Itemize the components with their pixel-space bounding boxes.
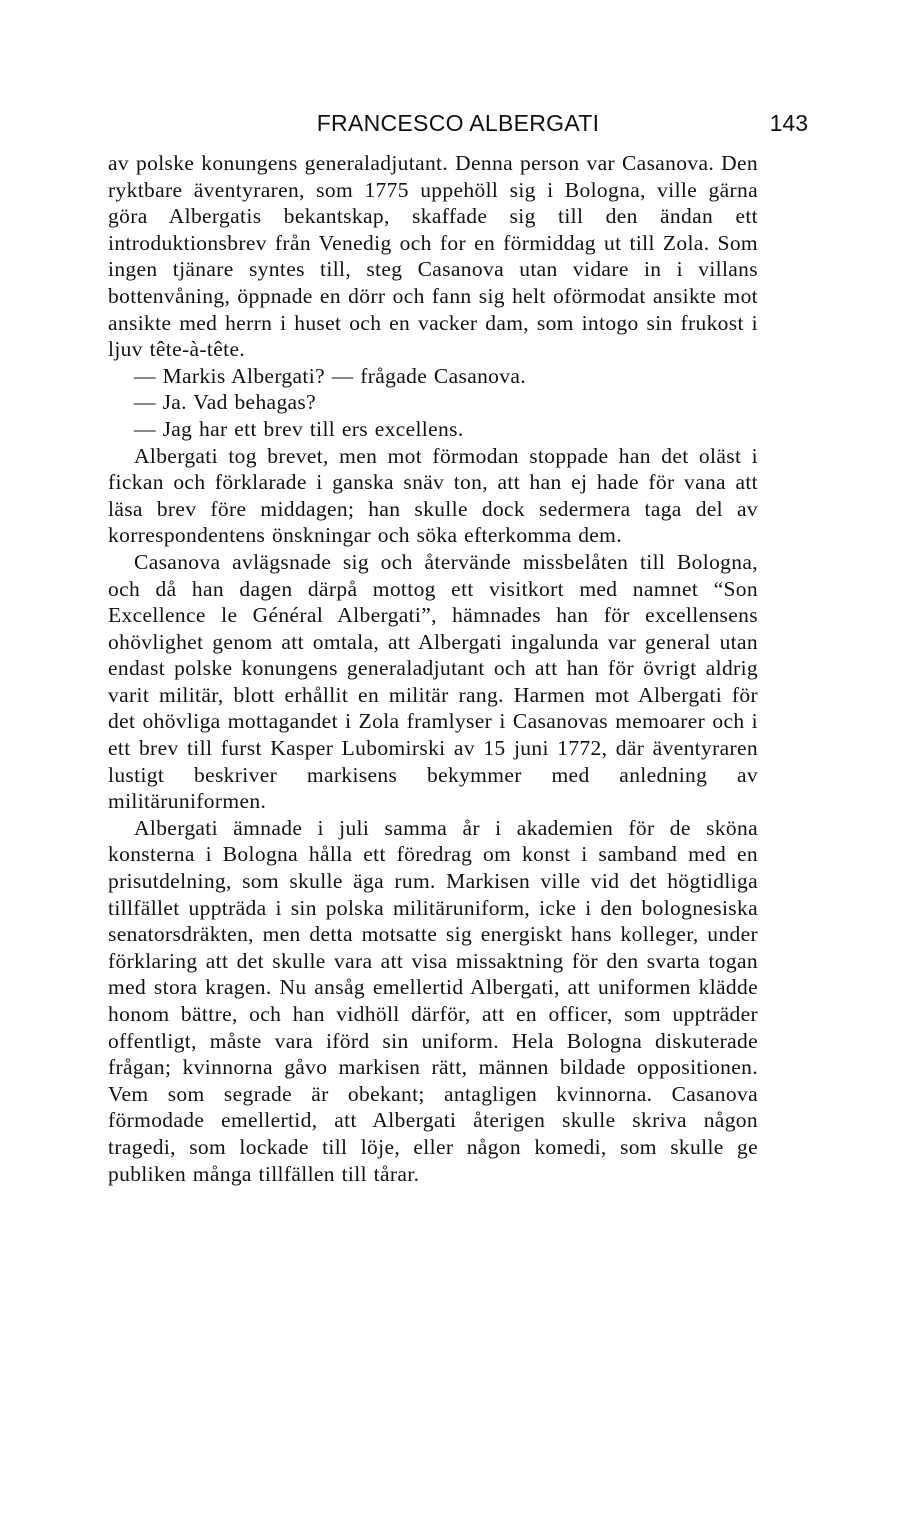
body-text	[108, 150, 758, 1187]
paragraph: av polske konungens generaladjutant. Denna person var Casanova. Den ryktbare äventyraren, som 1775 uppehöll sig i Bologna, ville gärna göra Albergatis bekantskap, skaffade sig till den ändan ett introduktionsbrev från Venedig och for en förmiddag ut till Zola. Som ingen tjänare syntes till, steg Casanova utan vidare in i villans bottenvåning, öppnade en dörr och fann sig helt oförmodat ansikte mot ansikte med herrn i huset och en vacker dam, som intogo sin frukost i ljuv tête-à-tête.	[108, 151, 758, 362]
dialogue-line: — Markis Albergati? — frågade Casanova.	[134, 363, 527, 388]
running-title: FRANCESCO ALBERGATI	[316, 110, 600, 136]
paragraph: Casanova avlägsnade sig och återvände missbelåten till Bologna, och då han dagen därpå mottog ett visitkort med namnet “Son Excellence le Général Albergati”, hämnades han för excellensens ohövlighet genom att omtala, att Albergati ingalunda var general utan endast polske konungens generaladjutant och att han för övrigt aldrig varit militär, blott erhållit en militär rang. Harmen mot Albergati för det ohövliga mottagandet i Zola framlyser i Casanovas memoarer och i ett brev till furst Kasper Lubomirski av 15 juni 1772, där äventyraren lustigt beskriver markisens bekymmer med anledning av militäruniformen.	[108, 549, 758, 814]
paragraph: Albergati tog brevet, men mot förmodan stoppade han det oläst i fickan och förklarade i ganska snäv ton, att han ej hade för vana att läsa brev före middagen; han skulle dock sedermera taga del av korrespondentens önskningar och söka efterkomma dem.	[108, 443, 758, 548]
dialogue-line: — Jag har ett brev till ers excellens.	[134, 416, 464, 441]
dialogue-line: — Ja. Vad behagas?	[134, 390, 317, 415]
page-header	[108, 110, 808, 144]
paragraph: Albergati ämnade i juli samma år i akademien för de sköna konsterna i Bologna hålla ett föredrag om konst i samband med en prisutdelning, som skulle äga rum. Markisen ville vid det högtidliga tillfället uppträda i sin polska militäruniform, icke i den bolognesiska senatorsdräkten, men detta motsatte sig energiskt hans kolleger, under förklaring att det skulle vara att visa missaktning för den svarta togan med stora kragen. Nu ansåg emellertid Albergati, att uniformen klädde honom bättre, och han vidhöll därför, att en officer, som uppträder offentligt, måste vara iförd sin uniform. Hela Bologna diskuterade frågan; kvinnorna gåvo markisen rätt, männen bildade oppositionen. Vem som segrade är obekant; antagligen kvinnorna. Casanova förmodade emellertid, att Albergati återigen skulle skriva någon tragedi, som lockade till löje, eller någon komedi, som skulle ge publiken många tillfällen till tårar.	[108, 815, 758, 1186]
page-number: 143	[769, 110, 808, 136]
